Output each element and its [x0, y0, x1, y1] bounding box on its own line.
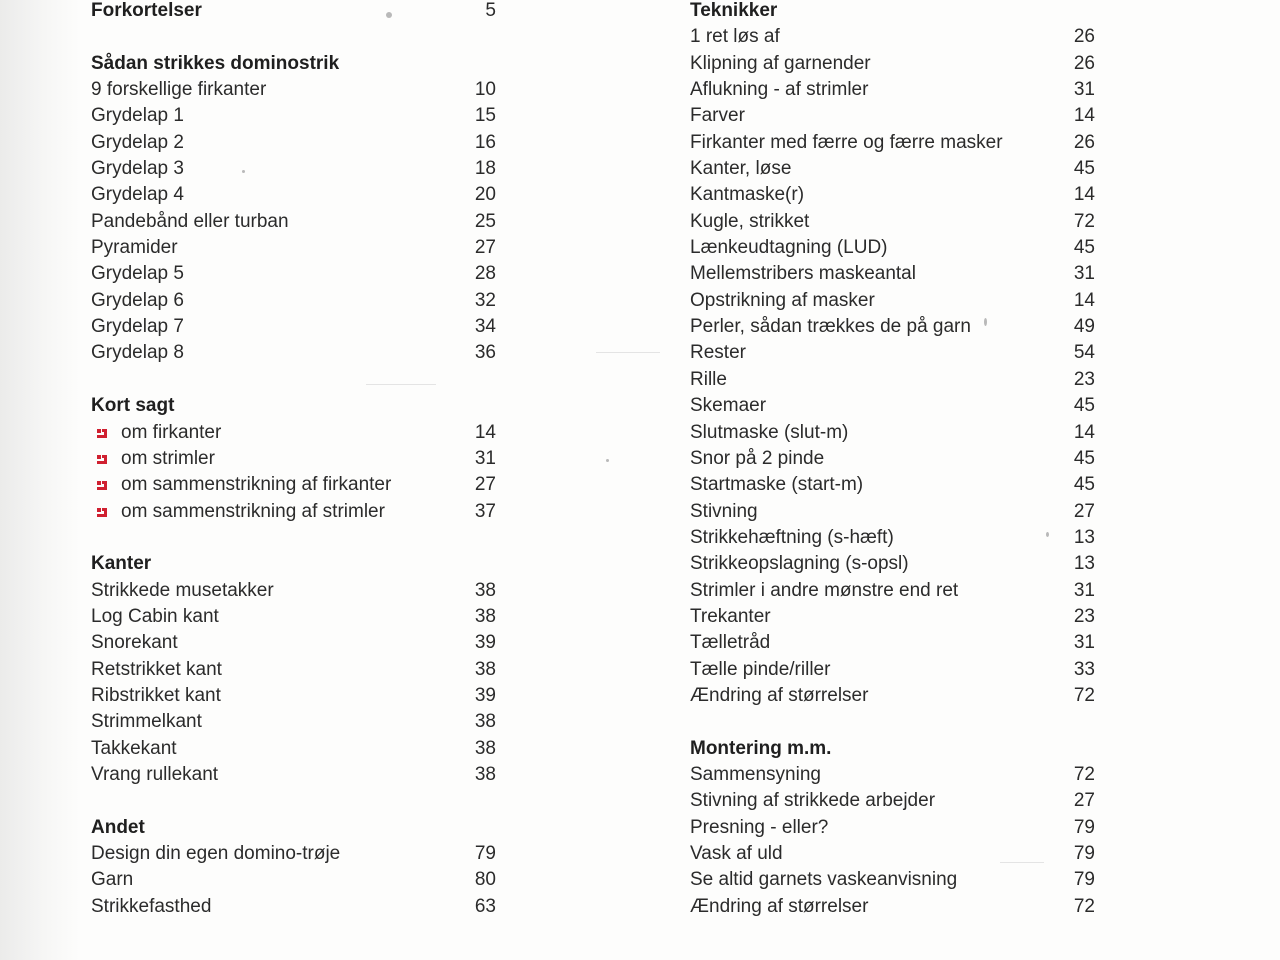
- toc-entry-label: om strimler: [121, 447, 215, 469]
- toc-entry-label: Presning - eller?: [690, 816, 829, 838]
- toc-page-number: 31: [1073, 632, 1095, 654]
- toc-page-number: 27: [1073, 790, 1095, 812]
- toc-page-number: 45: [1073, 447, 1095, 469]
- toc-entry-label: Takkekant: [91, 737, 177, 759]
- toc-page-number: 80: [474, 869, 496, 891]
- toc-entry-label: Vask af uld: [690, 843, 783, 864]
- toc-entry-label: Pandebånd eller turban: [91, 210, 289, 232]
- toc-page-number: 54: [1073, 342, 1095, 364]
- toc-page-number: 38: [474, 658, 496, 680]
- toc-entry: [690, 817, 1095, 843]
- toc-entry-label: Strikkefasthed: [91, 895, 212, 917]
- red-bullet-icon: [96, 506, 108, 518]
- toc-page-number: 26: [1073, 131, 1095, 153]
- toc-section-heading: [91, 395, 496, 421]
- toc-entry: [690, 790, 1095, 816]
- toc-page-number: 10: [474, 79, 496, 101]
- toc-entry-label: om sammenstrikning af firkanter: [121, 474, 392, 496]
- toc-page-number: 38: [474, 763, 496, 785]
- toc-page-number: 23: [1073, 368, 1095, 390]
- toc-page-number: 45: [1073, 474, 1095, 496]
- toc-entry-label: om sammenstrikning af strimler: [121, 500, 385, 522]
- toc-right-column: [690, 0, 1095, 922]
- red-bullet-icon: [96, 453, 108, 465]
- toc-entry: [690, 184, 1095, 210]
- toc-entry-label: Trekanter: [690, 605, 771, 627]
- toc-page-number: 72: [1073, 763, 1095, 785]
- toc-entry-label: Kort sagt: [91, 395, 175, 417]
- toc-entry: [91, 79, 496, 105]
- toc-page-number: 27: [474, 474, 496, 496]
- toc-entry-label: Snorekant: [91, 632, 178, 654]
- toc-page-number: 38: [474, 605, 496, 627]
- toc-page-number: 31: [1073, 79, 1095, 101]
- toc-page-number: 45: [1073, 237, 1095, 259]
- toc-entry-label: Snor på 2 pinde: [690, 447, 825, 469]
- toc-entry-label: Strimler i andre mønstre end ret: [690, 579, 959, 601]
- toc-entry: [690, 896, 1095, 922]
- toc-entry-label: om firkanter: [121, 421, 222, 443]
- toc-entry: [690, 527, 1095, 553]
- paper-streak: [596, 352, 660, 353]
- toc-entry-label: Kantmaske(r): [690, 184, 805, 206]
- toc-entry-label: Perler, sådan trækkes de på garn: [690, 316, 971, 338]
- section-spacer: [91, 369, 496, 395]
- toc-entry: [690, 632, 1095, 658]
- section-spacer: [690, 711, 1095, 737]
- toc-page-number: 26: [1073, 52, 1095, 74]
- section-spacer: [91, 527, 496, 553]
- toc-entry-label: Aflukning - af strimler: [690, 79, 869, 101]
- toc-entry-label: Mellemstribers maskeantal: [690, 263, 916, 285]
- toc-entry-label: Vrang rullekant: [91, 763, 219, 785]
- toc-entry-label: Design din egen domino-trøje: [91, 843, 341, 864]
- toc-page-number: 32: [474, 289, 496, 311]
- toc-section-heading: [91, 553, 496, 579]
- toc-entry: [91, 896, 496, 922]
- toc-page-number: 28: [474, 263, 496, 285]
- toc-entry-label: Tælle pinde/riller: [690, 658, 831, 680]
- toc-entry: [91, 105, 496, 131]
- toc-entry: [690, 342, 1095, 368]
- toc-page-number: 72: [1073, 210, 1095, 232]
- toc-entry: [91, 711, 496, 737]
- toc-entry-label: Strimmelkant: [91, 711, 202, 733]
- toc-entry: [690, 316, 1095, 342]
- toc-entry: [91, 211, 496, 237]
- page-edge-shadow: [0, 0, 80, 960]
- toc-entry-label: Strikkede musetakker: [91, 579, 274, 601]
- toc-page-number: 14: [474, 421, 496, 443]
- toc-entry: [690, 263, 1095, 289]
- toc-entry-label: Rille: [690, 368, 727, 390]
- toc-entry-label: 1 ret løs af: [690, 26, 780, 48]
- toc-page-number: 38: [474, 579, 496, 601]
- toc-entry-label: Kugle, strikket: [690, 210, 810, 232]
- toc-entry: [690, 26, 1095, 52]
- toc-entry-label: Log Cabin kant: [91, 605, 219, 627]
- toc-entry-label: Grydelap 6: [91, 289, 184, 311]
- toc-entry: [690, 685, 1095, 711]
- toc-page-number: 79: [1073, 869, 1095, 891]
- toc-entry-label: Opstrikning af masker: [690, 289, 875, 311]
- toc-entry: [690, 369, 1095, 395]
- toc-entry: [91, 316, 496, 342]
- toc-entry-label: Grydelap 7: [91, 316, 184, 338]
- toc-section-heading: [91, 817, 496, 843]
- toc-entry-label: Grydelap 1: [91, 105, 184, 127]
- toc-entry-label: Ændring af størrelser: [690, 895, 869, 917]
- toc-page-number: 45: [1073, 158, 1095, 180]
- toc-page-number: 37: [474, 500, 496, 522]
- toc-page-number: 45: [1073, 395, 1095, 417]
- toc-entry-label: Garn: [91, 869, 134, 891]
- toc-entry-label: Andet: [91, 816, 145, 838]
- toc-entry: [690, 211, 1095, 237]
- toc-entry-label: Farver: [690, 105, 745, 127]
- toc-entry: [690, 580, 1095, 606]
- toc-entry-label: Sådan strikkes dominostrik: [91, 52, 340, 74]
- toc-entry: [91, 132, 496, 158]
- toc-entry-label: Forkortelser: [91, 0, 202, 21]
- paper-speck: [606, 459, 609, 462]
- toc-entry: [690, 105, 1095, 131]
- toc-entry: [91, 474, 496, 500]
- toc-entry: [91, 764, 496, 790]
- toc-entry-label: Teknikker: [690, 0, 778, 21]
- toc-entry: [690, 501, 1095, 527]
- toc-entry: [690, 395, 1095, 421]
- toc-entry: [91, 843, 496, 869]
- toc-entry-label: Grydelap 3: [91, 158, 184, 180]
- toc-page-number: 20: [474, 184, 496, 206]
- toc-entry: [91, 501, 496, 527]
- toc-page-number: 13: [1073, 553, 1095, 575]
- toc-page-number: 18: [474, 158, 496, 180]
- toc-entry: [91, 290, 496, 316]
- toc-page-number: 63: [474, 895, 496, 917]
- toc-entry: [91, 685, 496, 711]
- toc-entry-label: Retstrikket kant: [91, 658, 222, 680]
- toc-page-number: 72: [1073, 684, 1095, 706]
- toc-page-number: 31: [1073, 263, 1095, 285]
- toc-section-heading: [91, 0, 496, 26]
- toc-page-number: 14: [1073, 184, 1095, 206]
- toc-entry: [690, 843, 1095, 869]
- toc-entry: [690, 764, 1095, 790]
- toc-entry: [91, 422, 496, 448]
- toc-section-heading: [690, 738, 1095, 764]
- toc-entry: [91, 606, 496, 632]
- toc-entry: [690, 606, 1095, 632]
- toc-entry: [91, 659, 496, 685]
- toc-page-number: 13: [1073, 526, 1095, 548]
- toc-entry: [690, 659, 1095, 685]
- toc-entry-label: Grydelap 5: [91, 263, 184, 285]
- toc-section-heading: [690, 0, 1095, 26]
- toc-page-number: 79: [474, 843, 496, 864]
- toc-page-number: 15: [474, 105, 496, 127]
- toc-entry: [690, 79, 1095, 105]
- toc-page-number: 33: [1073, 658, 1095, 680]
- toc-entry-label: Ændring af størrelser: [690, 684, 869, 706]
- toc-page-number: 26: [1073, 26, 1095, 48]
- toc-entry: [91, 448, 496, 474]
- toc-page-number: 79: [1073, 816, 1095, 838]
- toc-page-number: 5: [485, 0, 496, 21]
- toc-page-number: 39: [474, 684, 496, 706]
- toc-page-number: 49: [1073, 316, 1095, 338]
- toc-entry: [91, 738, 496, 764]
- toc-entry: [690, 158, 1095, 184]
- toc-page-number: 23: [1073, 605, 1095, 627]
- toc-entry: [690, 290, 1095, 316]
- toc-page-number: 72: [1073, 895, 1095, 917]
- toc-page-number: 36: [474, 342, 496, 364]
- toc-entry-label: Grydelap 2: [91, 131, 184, 153]
- toc-entry: [91, 184, 496, 210]
- toc-entry-label: Sammensyning: [690, 763, 821, 785]
- toc-entry-label: Rester: [690, 342, 746, 364]
- toc-page-number: 16: [474, 131, 496, 153]
- toc-page-number: 34: [474, 316, 496, 338]
- toc-entry-label: Firkanter med færre og færre masker: [690, 131, 1003, 153]
- section-spacer: [91, 790, 496, 816]
- toc-entry-label: Strikkeopslagning (s-opsl): [690, 553, 909, 575]
- toc-entry-label: Ribstrikket kant: [91, 684, 221, 706]
- toc-entry-label: Tælletråd: [690, 632, 771, 654]
- toc-page-number: 38: [474, 737, 496, 759]
- toc-entry: [690, 53, 1095, 79]
- toc-page-number: 38: [474, 711, 496, 733]
- toc-entry-label: Klipning af garnender: [690, 52, 871, 74]
- toc-entry-label: Montering m.m.: [690, 737, 832, 759]
- toc-entry-label: Grydelap 4: [91, 184, 184, 206]
- toc-page-number: 14: [1073, 105, 1095, 127]
- toc-page-number: 14: [1073, 421, 1095, 443]
- toc-entry: [690, 474, 1095, 500]
- toc-entry-label: Pyramider: [91, 237, 178, 259]
- toc-page-number: 79: [1073, 843, 1095, 864]
- toc-entry: [91, 158, 496, 184]
- toc-entry: [690, 553, 1095, 579]
- toc-entry: [91, 263, 496, 289]
- toc-entry-label: Lænkeudtagning (LUD): [690, 237, 888, 259]
- toc-section-heading: [91, 53, 496, 79]
- toc-entry-label: Stivning af strikkede arbejder: [690, 790, 936, 812]
- toc-entry: [690, 448, 1095, 474]
- toc-entry-label: Kanter, løse: [690, 158, 792, 180]
- toc-page-number: 31: [474, 447, 496, 469]
- toc-entry: [91, 580, 496, 606]
- toc-entry: [690, 237, 1095, 263]
- toc-page-number: 14: [1073, 289, 1095, 311]
- toc-entry-label: Kanter: [91, 553, 152, 575]
- toc-page-number: 27: [474, 237, 496, 259]
- section-spacer: [91, 26, 496, 52]
- toc-entry: [91, 869, 496, 895]
- toc-entry-label: 9 forskellige firkanter: [91, 79, 267, 101]
- toc-page-number: 25: [474, 210, 496, 232]
- toc-entry-label: Skemaer: [690, 395, 767, 417]
- toc-entry-label: Slutmaske (slut-m): [690, 421, 849, 443]
- toc-page-number: 27: [1073, 500, 1095, 522]
- toc-entry: [690, 132, 1095, 158]
- toc-left-column: [91, 0, 496, 922]
- toc-entry-label: Strikkehæftning (s-hæft): [690, 526, 894, 548]
- toc-entry: [690, 869, 1095, 895]
- toc-page-number: 39: [474, 632, 496, 654]
- toc-entry-label: Grydelap 8: [91, 342, 184, 364]
- toc-entry-label: Stivning: [690, 500, 758, 522]
- toc-entry: [91, 342, 496, 368]
- red-bullet-icon: [96, 427, 108, 439]
- toc-entry: [690, 422, 1095, 448]
- toc-entry-label: Startmaske (start-m): [690, 474, 864, 496]
- toc-page-number: 31: [1073, 579, 1095, 601]
- toc-entry: [91, 237, 496, 263]
- toc-entry-label: Se altid garnets vaskeanvisning: [690, 869, 958, 891]
- toc-entry: [91, 632, 496, 658]
- red-bullet-icon: [96, 479, 108, 491]
